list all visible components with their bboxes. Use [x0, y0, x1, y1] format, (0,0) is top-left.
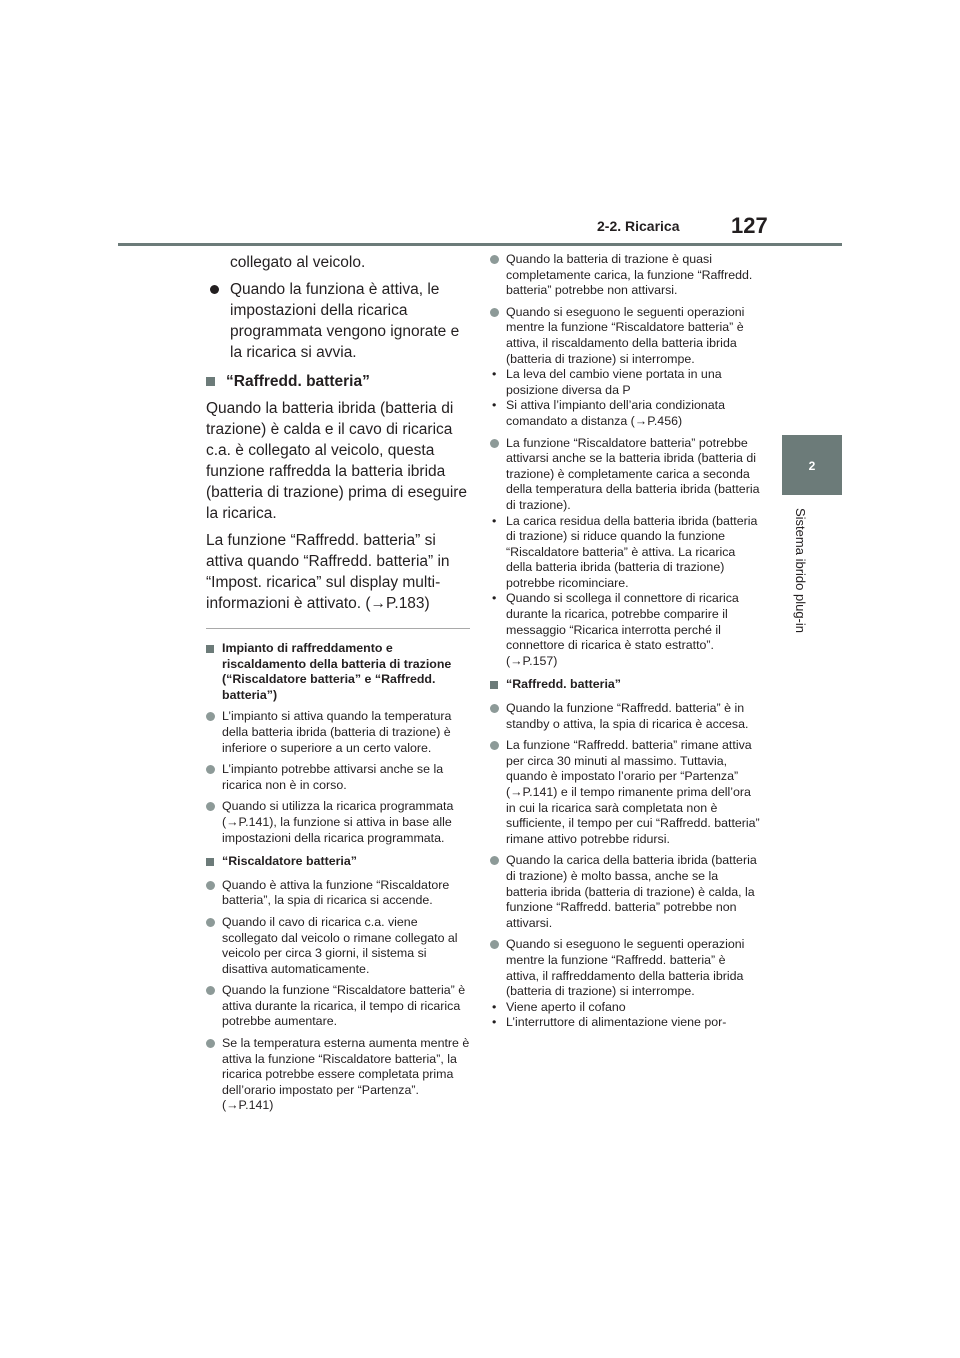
heading-text: “Riscaldatore batteria”: [222, 854, 357, 869]
square-marker-icon: [206, 645, 214, 653]
heading-text: “Raffredd. batteria”: [506, 677, 621, 692]
sub-bullet-icon: •: [492, 367, 497, 382]
sub-bullet-icon: •: [492, 398, 497, 413]
list-item: [206, 983, 470, 1030]
item-text: L’impianto si attiva quando la temperatura della batteria ibrida (batteria di trazione) è inferiore o superiore a un certo valore.: [222, 709, 452, 755]
item-text: Quando è attiva la funzione “Riscaldatore batteria”, la spia di ricarica si accende.: [222, 877, 450, 908]
bullet-icon: [490, 940, 499, 949]
sub-text: Si attiva l’impianto dell’aria condizionata comandato a distanza (→P.456): [506, 398, 726, 428]
sub-item: [490, 591, 760, 669]
bullet-icon: [206, 918, 215, 927]
item-text: Quando si utilizza la ricarica programmata (→P.141), la funzione si attiva in base alle impostazioni della ricarica programmata.: [222, 799, 454, 845]
list-item: [490, 853, 760, 931]
heading-text: Impianto di raffreddamento e riscaldamento della batteria di trazione (“Riscaldatore batteria” e “Raffredd. batteria”): [222, 641, 452, 702]
left-column: [206, 252, 470, 1114]
list-item: [490, 937, 760, 999]
list-item: [206, 279, 470, 363]
bullet-icon: [206, 1039, 215, 1048]
bullet-icon: [490, 255, 499, 264]
item-text: La funzione “Raffredd. batteria” rimane attiva per circa 30 minuti al massimo. Tuttavia, quando è impostato l’orario per “Partenza” (→P.141) e il tempo rimanente prima dell’ora in cui la ricarica sarà completata non è sufficiente, il tempo per cui “Raffredd. batteria” rimane attivo potrebbe ridursi.: [506, 738, 760, 846]
info-heading: [206, 641, 470, 703]
item-text: Quando si eseguono le seguenti operazioni mentre la funzione “Raffredd. batteria” è attiva, il raffreddamento della batteria ibrida (batteria di trazione) si interrompe.: [506, 937, 745, 999]
bullet-icon: [490, 741, 499, 750]
square-marker-icon: [206, 377, 215, 386]
right-column: [490, 252, 760, 1031]
sub-text: Quando si scollega il connettore di ricarica durante la ricarica, potrebbe comparire il messaggio “Ricarica interrotta perché il connettore di ricarica è stato estratto”. (→P.157): [506, 591, 739, 668]
bullet-icon: [490, 704, 499, 713]
page-number: 127: [731, 213, 768, 238]
list-item: [206, 878, 470, 909]
bullet-icon: [210, 285, 219, 294]
divider: [206, 628, 470, 629]
square-marker-icon: [206, 858, 214, 866]
sub-text: La leva del cambio viene portata in una posizione diversa da P: [506, 367, 722, 397]
continued-line: collegato al veicolo.: [230, 254, 366, 271]
list-item: [490, 436, 760, 514]
bullet-text: Quando la funziona è attiva, le impostazioni della ricarica programmata vengono ignorate e la ricarica si avvia.: [230, 281, 460, 361]
section-heading: [206, 371, 470, 392]
section-title: 2-2. Ricarica: [597, 218, 680, 234]
bullet-icon: [206, 765, 215, 774]
chapter-number: 2: [808, 459, 816, 473]
bullet-icon: [206, 881, 215, 890]
item-text: Quando si eseguono le seguenti operazioni mentre la funzione “Riscaldatore batteria” è attiva, il riscaldamento della batteria ibrida (batteria di trazione) si interrompe.: [506, 304, 745, 366]
sub-text: La carica residua della batteria ibrida (batteria di trazione) si riduce quando la funzione “Riscaldatore batteria” è attiva. La ricarica della batteria ibrida (batteria di trazione) potrebbe ricominciare.: [506, 513, 758, 590]
paragraph: La funzione “Raffredd. batteria” si attiva quando “Raffredd. batteria” in “Impost. ricarica” sul display multi-informazioni è attivato. (→P.183): [206, 532, 450, 612]
bullet-icon: [490, 439, 499, 448]
bullet-icon: [206, 712, 215, 721]
chapter-tab: [782, 435, 842, 495]
sub-bullet-icon: •: [492, 1015, 497, 1030]
sub-text: Viene aperto il cofano: [506, 999, 626, 1014]
sub-item: [490, 398, 760, 429]
bullet-icon: [490, 308, 499, 317]
header-rule: [118, 243, 842, 246]
item-text: Quando la funzione “Raffredd. batteria” è in standby o attiva, la spia di ricarica è accesa.: [506, 701, 749, 731]
list-item: [490, 252, 760, 299]
item-text: Quando il cavo di ricarica c.a. viene scollegato dal veicolo o rimane collegato al veicolo per circa 3 giorni, il sistema si disattiva automaticamente.: [222, 914, 458, 976]
info-heading: [490, 677, 760, 693]
item-text: Se la temperatura esterna aumenta mentre è attiva la funzione “Riscaldatore batteria”, la ricarica potrebbe essere completata prima dell’orario impostato per “Partenza”. (→P.141): [222, 1036, 470, 1113]
sub-item: [490, 1015, 760, 1031]
list-item: [206, 915, 470, 977]
chapter-label: Sistema ibrido plug-in: [793, 508, 808, 634]
sub-item: [490, 1000, 760, 1016]
sub-text: L’interruttore di alimentazione viene por-: [506, 1015, 727, 1030]
list-item: [206, 1036, 470, 1114]
item-text: Quando la funzione “Riscaldatore batteria” è attiva durante la ricarica, il tempo di ricarica potrebbe aumentare.: [222, 983, 466, 1029]
sub-bullet-icon: •: [492, 999, 497, 1014]
paragraph: Quando la batteria ibrida (batteria di trazione) è calda e il cavo di ricarica c.a. è collegato al veicolo, questa funzione raffredda la batteria ibrida (batteria di trazione) prima di eseguire la ricarica.: [206, 400, 468, 522]
bullet-icon: [206, 802, 215, 811]
item-text: Quando la carica della batteria ibrida (batteria di trazione) è molto bassa, anche se la batteria ibrida (batteria di trazione) è calda, la funzione “Raffredd. batteria” potrebbe non attivarsi.: [506, 853, 757, 930]
list-item: [490, 305, 760, 367]
sub-bullet-icon: •: [492, 513, 497, 528]
list-item: [206, 709, 470, 756]
bullet-icon: [206, 986, 215, 995]
info-heading: [206, 854, 470, 870]
sub-bullet-icon: •: [492, 591, 497, 606]
sub-item: [490, 367, 760, 398]
bullet-icon: [490, 856, 499, 865]
list-item: [490, 738, 760, 847]
list-item: [206, 799, 470, 846]
item-text: Quando la batteria di trazione è quasi completamente carica, la funzione “Raffredd. batteria” potrebbe non attivarsi.: [506, 252, 753, 298]
list-item: [490, 701, 760, 732]
item-text: La funzione “Riscaldatore batteria” potrebbe attivarsi anche se la batteria ibrida (batteria di trazione) è completamente carica a seconda della temperatura della batteria ibrida (batteria di trazione).: [506, 435, 760, 512]
item-text: L’impianto potrebbe attivarsi anche se la ricarica non è in corso.: [222, 762, 444, 792]
square-marker-icon: [490, 681, 498, 689]
list-item: [206, 762, 470, 793]
sub-item: [490, 514, 760, 592]
heading-text: “Raffredd. batteria”: [226, 373, 370, 390]
